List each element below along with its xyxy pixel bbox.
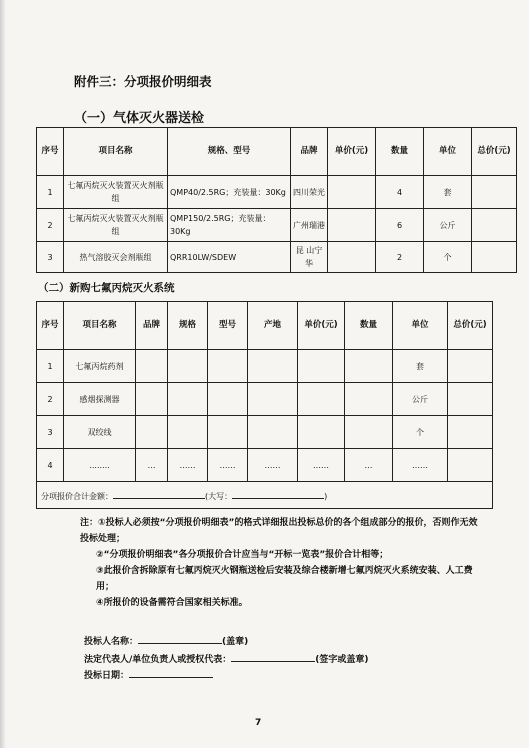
col-header: 总价(元) xyxy=(472,128,517,176)
table-row xyxy=(37,350,493,383)
col-header: 序号 xyxy=(37,128,64,176)
cell-spec: QMP150/2.5RG；充装量：30Kg xyxy=(168,209,291,242)
section2-table xyxy=(36,301,493,509)
cell-total xyxy=(472,209,517,242)
total-upper-label: (大写： xyxy=(205,491,233,501)
table-row xyxy=(37,449,493,482)
cell-qty: … xyxy=(345,449,393,482)
col-header: 单价(元) xyxy=(328,128,376,176)
cell-unit: 套 xyxy=(393,350,448,383)
cell-origin xyxy=(248,383,298,416)
total-upper-blank xyxy=(232,488,324,499)
table-row xyxy=(37,176,517,209)
cell-brand: … xyxy=(136,449,168,482)
cell-brand xyxy=(136,383,168,416)
cell-name: 感烟探测器 xyxy=(64,383,136,416)
bid-date-line xyxy=(84,667,213,681)
representative-line xyxy=(84,651,369,665)
cell-unit: 套 xyxy=(424,176,472,209)
cell-total xyxy=(448,383,493,416)
cell-qty: 2 xyxy=(376,242,424,273)
cell-spec xyxy=(168,350,208,383)
cell-price xyxy=(328,209,376,242)
cell-brand: 昆 山宁华 xyxy=(291,242,328,273)
total-amount-blank xyxy=(113,488,205,499)
cell-no: 3 xyxy=(37,416,64,449)
cell-spec xyxy=(168,383,208,416)
total-close: ) xyxy=(324,491,328,501)
col-header: 品牌 xyxy=(291,128,328,176)
cell-unit: 个 xyxy=(424,242,472,273)
cell-name: 七氟丙烷灭火装置灭火剂瓶组 xyxy=(64,209,168,242)
cell-qty xyxy=(345,416,393,449)
note-4: ④所报价的设备需符合国家相关标准。 xyxy=(96,598,248,608)
col-header: 品牌 xyxy=(136,302,168,350)
cell-price xyxy=(328,176,376,209)
table-row xyxy=(37,242,517,273)
bidder-label: 投标人名称： xyxy=(84,637,139,647)
col-header: 单价(元) xyxy=(298,302,345,350)
table-header-row xyxy=(37,302,493,350)
col-header: 数量 xyxy=(345,302,393,350)
cell-brand: 广州瑞港 xyxy=(291,209,328,242)
cell-model xyxy=(208,416,248,449)
bidder-suffix: (盖章) xyxy=(222,637,249,647)
note-1: 注：①投标人必须按“分项报价明细表”的格式详细报出投标总价的各个组成部分的报价，否则作无效投标处理； xyxy=(80,518,478,544)
cell-spec: QRR10LW/SDEW xyxy=(168,242,291,273)
col-header: 规格、型号 xyxy=(168,128,291,176)
notes-block xyxy=(40,515,480,611)
col-header: 产地 xyxy=(248,302,298,350)
table-row xyxy=(37,416,493,449)
page-number: 7 xyxy=(255,718,262,728)
cell-unit: 个 xyxy=(393,416,448,449)
cell-unit: 公斤 xyxy=(424,209,472,242)
cell-model: …… xyxy=(208,449,248,482)
cell-qty xyxy=(345,350,393,383)
cell-name: 七氟丙烷灭火装置灭火剂瓶组 xyxy=(64,176,168,209)
col-header: 数量 xyxy=(376,128,424,176)
rep-suffix: (签字或盖章) xyxy=(315,655,369,665)
cell-no: 2 xyxy=(37,383,64,416)
cell-qty: 4 xyxy=(376,176,424,209)
cell-price xyxy=(328,242,376,273)
cell-brand xyxy=(136,350,168,383)
bidder-blank xyxy=(138,633,222,644)
table-header-row xyxy=(37,128,517,176)
cell-qty xyxy=(345,383,393,416)
col-header: 型号 xyxy=(208,302,248,350)
cell-price xyxy=(298,416,345,449)
col-header: 项目名称 xyxy=(64,302,136,350)
cell-name: 七氟丙烷药剂 xyxy=(64,350,136,383)
cell-model xyxy=(208,350,248,383)
cell-total xyxy=(448,416,493,449)
col-header: 序号 xyxy=(37,302,64,350)
section2-title: （二）新购七氟丙烷灭火系统 xyxy=(38,282,175,294)
cell-no: 1 xyxy=(37,176,64,209)
cell-total xyxy=(472,242,517,273)
col-header: 规格 xyxy=(168,302,208,350)
total-label: 分项报价合计金额： xyxy=(41,491,113,501)
cell-price xyxy=(298,350,345,383)
cell-model xyxy=(208,383,248,416)
cell-origin xyxy=(248,416,298,449)
cell-name: 双绞线 xyxy=(64,416,136,449)
note-2: ②“分项报价明细表”各分项报价合计应当与“开标一览表”报价合计相等； xyxy=(96,550,389,560)
cell-no: 1 xyxy=(37,350,64,383)
rep-blank xyxy=(231,651,315,662)
col-header: 项目名称 xyxy=(64,128,168,176)
col-header: 总价(元) xyxy=(448,302,493,350)
cell-spec: …… xyxy=(168,449,208,482)
scan-edge-shadow xyxy=(0,0,6,748)
cell-name: 热气溶胶灭会剂瓶组 xyxy=(64,242,168,273)
section1-title: （一）气体灭火器送检 xyxy=(74,111,205,126)
col-header: 单位 xyxy=(424,128,472,176)
total-cell xyxy=(37,482,493,509)
cell-unit: …… xyxy=(393,449,448,482)
cell-qty: 6 xyxy=(376,209,424,242)
cell-total xyxy=(472,176,517,209)
cell-spec xyxy=(168,416,208,449)
rep-label: 法定代表人/单位负责人或授权代表： xyxy=(84,655,232,665)
bidder-name-line xyxy=(84,633,248,647)
attachment-title: 附件三：分项报价明细表 xyxy=(74,74,212,89)
cell-spec: QMP40/2.5RG；充装量：30Kg xyxy=(168,176,291,209)
cell-total xyxy=(448,350,493,383)
cell-origin: …… xyxy=(248,449,298,482)
cell-name: ........ xyxy=(64,449,136,482)
total-row xyxy=(37,482,493,509)
date-blank xyxy=(129,667,213,678)
cell-no: 3 xyxy=(37,242,64,273)
cell-brand xyxy=(136,416,168,449)
note-3: ③此报价含拆除原有七氟丙烷灭火钢瓶送检后安装及综合楼新增七氟丙烷灭火系统安装、人工费用； xyxy=(96,566,473,592)
cell-price: …… xyxy=(298,449,345,482)
col-header: 单位 xyxy=(393,302,448,350)
cell-price xyxy=(298,383,345,416)
cell-total xyxy=(448,449,493,482)
section1-table xyxy=(36,127,517,273)
table-row xyxy=(37,383,493,416)
cell-brand: 四川荣光 xyxy=(291,176,328,209)
cell-no: 2 xyxy=(37,209,64,242)
date-label: 投标日期： xyxy=(84,671,130,681)
cell-no: 4 xyxy=(37,449,64,482)
table-row xyxy=(37,209,517,242)
cell-origin xyxy=(248,350,298,383)
cell-unit: 公斤 xyxy=(393,383,448,416)
